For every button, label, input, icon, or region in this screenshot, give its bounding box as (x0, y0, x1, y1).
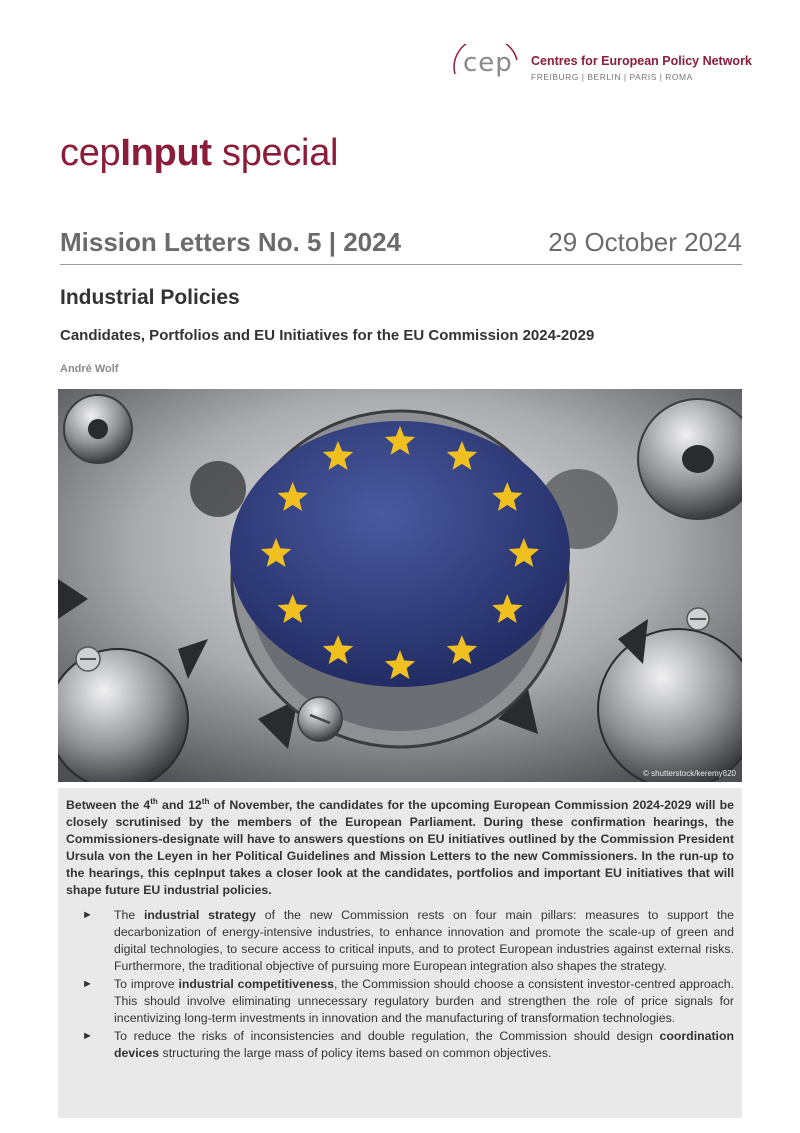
series-prefix: cep (60, 132, 121, 174)
list-item (66, 976, 734, 1027)
list-item (66, 1028, 734, 1062)
author: André Wolf (60, 363, 119, 375)
eu-flag-gears-image (58, 389, 742, 782)
bullet-bold: industrial competitiveness (178, 977, 335, 991)
lead-part: Between the 4 (66, 798, 151, 812)
lead-sup: th (201, 796, 210, 806)
bullet-bold: coordination devices (114, 1029, 734, 1060)
cep-logo (447, 44, 752, 94)
bullet-text: To reduce the risks of inconsistencies and double regulation, the Commission should design (114, 1029, 660, 1043)
list-item (66, 907, 734, 975)
network-cities: FREIBURG | BERLIN | PARIS | ROMA (531, 72, 693, 82)
bullet-text: , the Commission should choose a consistent investor-centred approach. This should involve eliminating unnecessary regulatory burden and strengthen the role of price signals for incentivizing long-term investments in innovation and the manufacturing of transformation technologies. (114, 977, 735, 1025)
key-points-list (66, 907, 734, 1062)
series-title (60, 132, 338, 175)
issue-date: 29 October 2024 (548, 227, 742, 257)
bullet-arrow-icon: ► (82, 909, 93, 921)
cep-logo-mark (447, 44, 525, 84)
network-name: Centres for European Policy Network (531, 54, 752, 68)
bullet-arrow-icon: ► (82, 978, 93, 990)
lead-sup: th (150, 796, 158, 806)
lead-part: and 12 (157, 798, 202, 812)
bullet-arrow-icon: ► (82, 1030, 93, 1042)
bullet-text: To improve (114, 977, 179, 991)
lead-part: of November, the candidates for the upcoming European Commission 2024-2029 will be closely scrutinised by the members of the European Parliament. During these confirmation hearings, the Commissioners-designate will have to answers questions on EU initiatives outlined by the Commission President Ursula von the Leyen in her Political Guidelines and Mission Letters to the new Commissioners. In the run-up to the hearings, this cepInput takes a closer look at the candidates, portfolios and important EU initiatives that will shape future EU industrial policies. (66, 798, 735, 897)
summary-lead (66, 797, 734, 899)
issue-row (60, 223, 742, 265)
summary-box (58, 788, 742, 1118)
issue-label: Mission Letters No. 5 | 2024 (60, 227, 402, 257)
series-bold: Input (120, 132, 212, 174)
page-title: Industrial Policies (60, 286, 240, 309)
bullet-bold: industrial strategy (144, 908, 256, 922)
image-credit: © shutterstock/keremy820 (642, 769, 736, 778)
gears-illustration (58, 389, 742, 782)
bullet-text: structuring the large mass of policy items based on common objectives. (159, 1046, 552, 1060)
bullet-text: of the new Commission rests on four main pillars: measures to support the decarbonization of energy-intensive industries, to enhance innovation and promote the scale-up of green and digital technologies, to secure access to critical inputs, and to protect European industries against external risks. Furthermore, the traditional objective of pursuing more European integration also shapes the strategy. (114, 908, 735, 973)
logo-mark-text: cep (463, 48, 513, 78)
bullet-text: The (114, 908, 144, 922)
page-subtitle: Candidates, Portfolios and EU Initiatives for the EU Commission 2024-2029 (60, 327, 595, 344)
series-suffix: special (211, 132, 339, 174)
